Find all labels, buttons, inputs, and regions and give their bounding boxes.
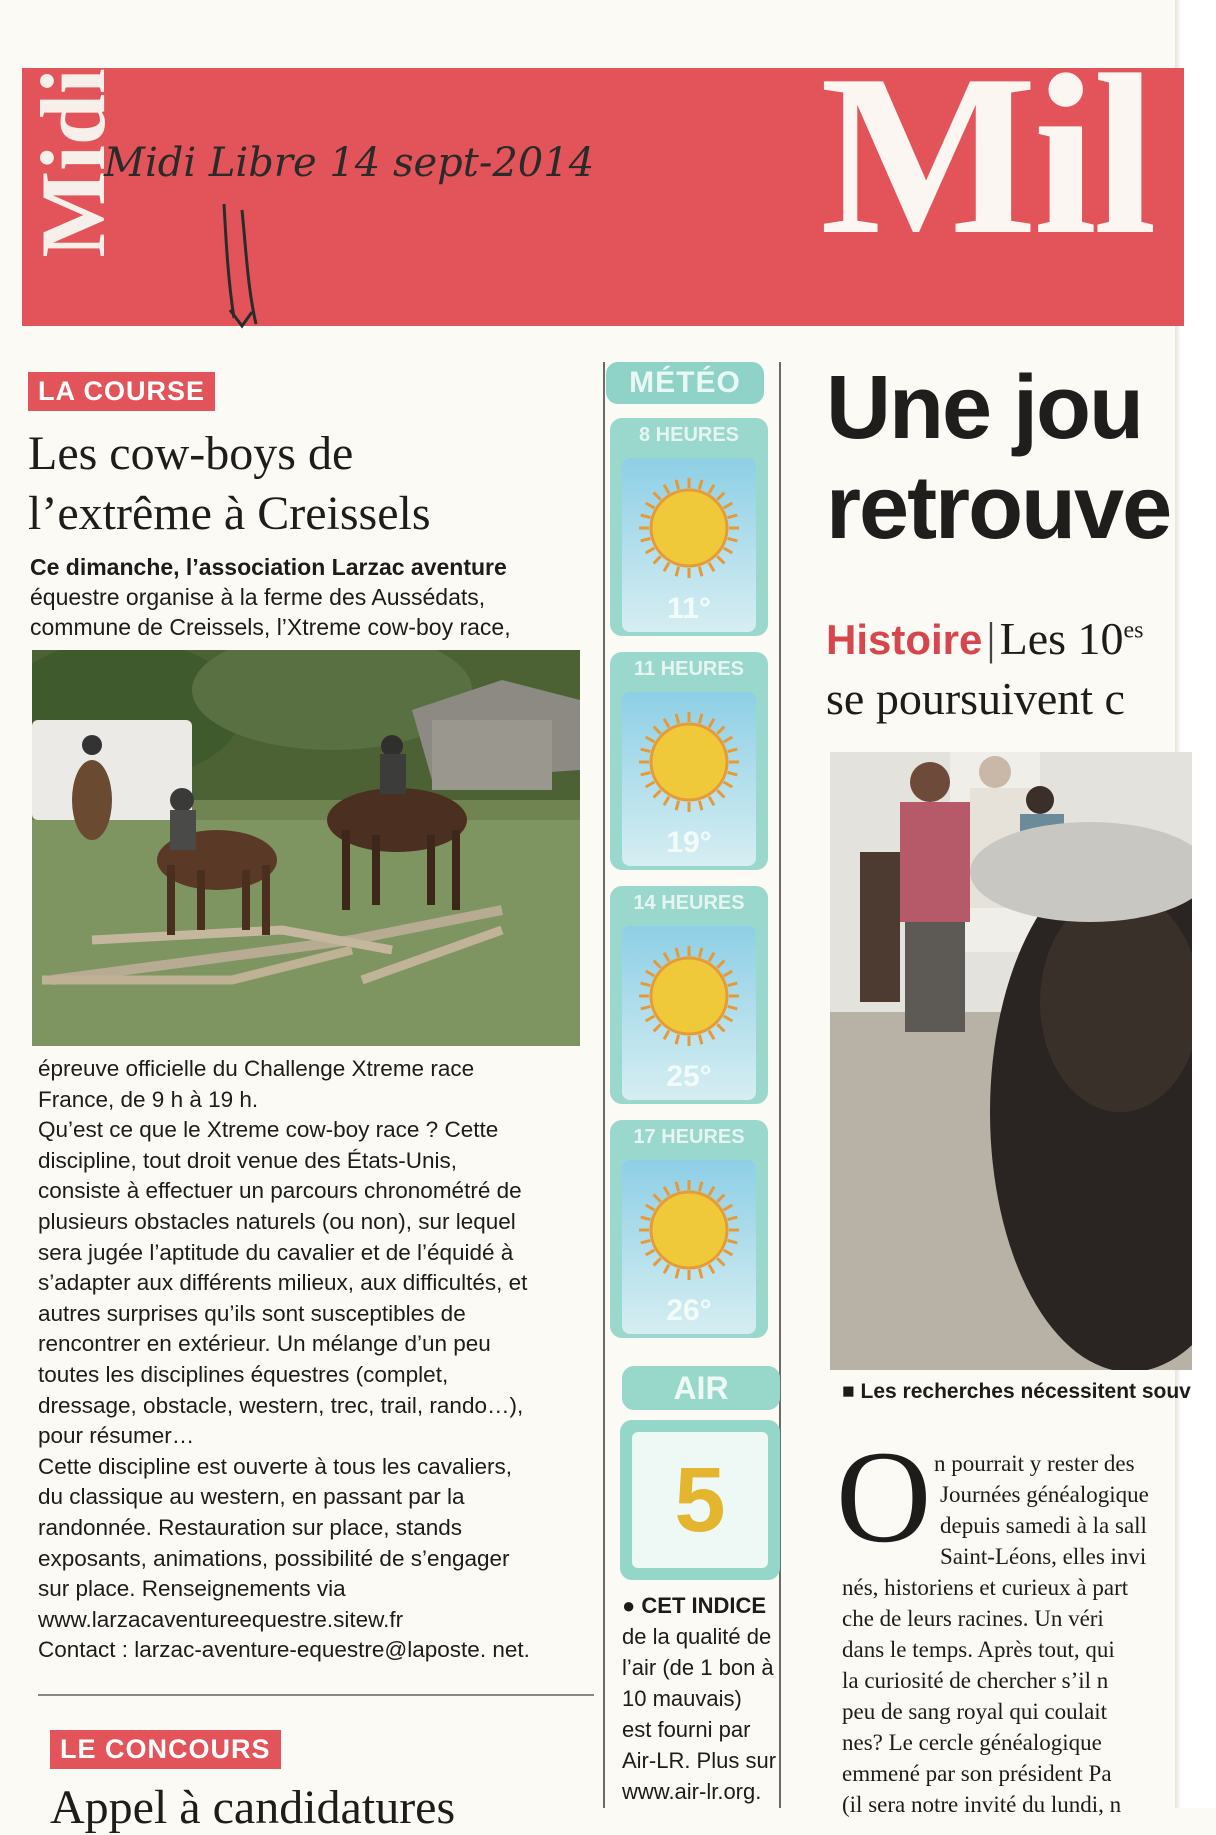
article-photo-horses [32,650,580,1046]
sun-icon [637,710,741,819]
article-line: nés, historiens et curieux à part [842,1575,1129,1600]
article-lead: Ce dimanche, l’association Larzac aventure équestre organise à la ferme des Aussédats, commune de Creissels, l’Xtreme cow-boy race, [30,554,511,640]
photo-caption: ■ Les recherches nécessitent souv [842,1380,1191,1403]
body-line: discipline, tout droit venue des États-Unis, [38,1147,457,1173]
body-line: Cette discipline est ouverte à tous les cavaliers, [38,1453,512,1479]
article-line: dans le temps. Après tout, qui [842,1637,1115,1662]
body-line: www.larzacaventureequestre.sitew.fr [38,1606,404,1632]
meteo-temperature: 25° [666,1060,712,1093]
body-line: sera jugée l’aptitude du cavalier et de l’équidé à [38,1239,514,1265]
body-line: exposants, animations, possibilité de s’engager [38,1545,510,1571]
meteo-temperature: 11° [667,592,711,625]
body-line: s’adapter aux différents milieux, aux difficultés, et [38,1270,528,1296]
meteo-sky [622,458,756,632]
body-line: dressage, obstacle, western, trec, trail, rando…), [38,1392,524,1418]
article-line: nes? Le cercle généalogique [842,1730,1102,1755]
meteo-hour: 8 HEURES [638,424,740,446]
meteo-hour: 11 HEURES [633,658,745,680]
right-rubrique: Histoire|Les $10^{es}$ [826,613,1144,664]
article-body [38,1054,598,1666]
meteo-card [610,418,768,636]
meteo-header: MÉTÉO [606,362,764,404]
sun-icon [637,944,741,1053]
masthead-logo: Mil [820,27,1153,282]
meteo-sky [622,692,756,866]
meteo-hour: 14 HEURES [633,892,745,914]
article-line: (il sera notre invité du lundi, n [842,1792,1122,1817]
handwritten-note: Midi Libre 14 sept-2014 [104,140,595,186]
body-line: consiste à effectuer un parcours chronométré de [38,1178,522,1204]
bullet-icon: ● [622,1593,642,1618]
meteo-card [610,652,768,870]
section-divider [38,1694,594,1696]
body-line: sur place. Renseignements via [38,1576,346,1602]
air-quality-box [620,1420,780,1580]
article-line: emmené par son président Pa [842,1761,1112,1786]
article-photo-genealogy [830,752,1192,1370]
article-line: peu de sang royal qui coulait [842,1699,1108,1724]
column-rule-left [603,362,605,1808]
air-quality-value: 5 [632,1432,768,1568]
meteo-temperature: 19° [666,826,712,859]
body-line: Qu’est ce que le Xtreme cow-boy race ? Cette [38,1117,499,1143]
meteo-hour: 17 HEURES [633,1126,745,1148]
article-line: la curiosité de chercher s’il n [842,1668,1109,1693]
air-header: AIR [622,1366,780,1410]
sun-icon [637,1178,741,1287]
concours-title-partial: Appel à candidatures [50,1781,456,1834]
body-line: autres surprises qu’ils sont susceptibles de [38,1300,466,1326]
body-line: Contact : larzac-aventure-equestre@laposte. net. [38,1637,530,1663]
article-title: Les cow-boys de l’extrême à Creissels [28,427,431,540]
right-subtitle: se poursuivent c [826,673,1125,724]
air-quality-note: ● CET INDICE de la qualité de l’air (de 1 bon à 10 mauvais) est fourni par Air-LR. Plus sur www.air-lr.org. [622,1593,777,1804]
body-line: randonnée. Restauration sur place, stands [38,1514,463,1540]
article-line: Saint-Léons, elles invi [940,1544,1147,1569]
right-headline: Une jou retrouve [826,358,1171,558]
section-tag-la-course: LA COURSE [28,372,215,411]
body-line: épreuve officielle du Challenge Xtreme race [38,1056,475,1081]
meteo-temperature: 26° [666,1294,712,1327]
body-line: du classique au western, en passant par la [38,1484,465,1510]
masthead-vertical-logo: Midi [22,68,124,258]
section-tag-le-concours: LE CONCOURS [50,1730,281,1769]
meteo-sky [622,926,756,1100]
drop-cap: O [836,1423,932,1570]
body-line: pour résumer… [38,1423,195,1449]
sun-icon [637,476,741,585]
article-line: depuis samedi à la sall [940,1513,1147,1538]
lead-bold: Ce dimanche, l’association Larzac aventure [30,554,507,580]
caption-square-icon: ■ [842,1380,861,1403]
meteo-card [610,1120,768,1338]
article-line: che de leurs racines. Un véri [842,1606,1104,1631]
body-line: plusieurs obstacles naturels (ou non), sur lequel [38,1208,516,1234]
article-line: Journées généalogique [940,1482,1149,1507]
ink-scribble [212,200,272,330]
body-line: rencontrer en extérieur. Un mélange d’un peu [38,1331,491,1357]
body-line: toutes les disciplines équestres (complet, [38,1361,449,1387]
body-line: France, de 9 h à 19 h. [38,1086,259,1112]
article-line: n pourrait y rester des [934,1451,1135,1476]
meteo-sky [622,1160,756,1334]
meteo-card [610,886,768,1104]
